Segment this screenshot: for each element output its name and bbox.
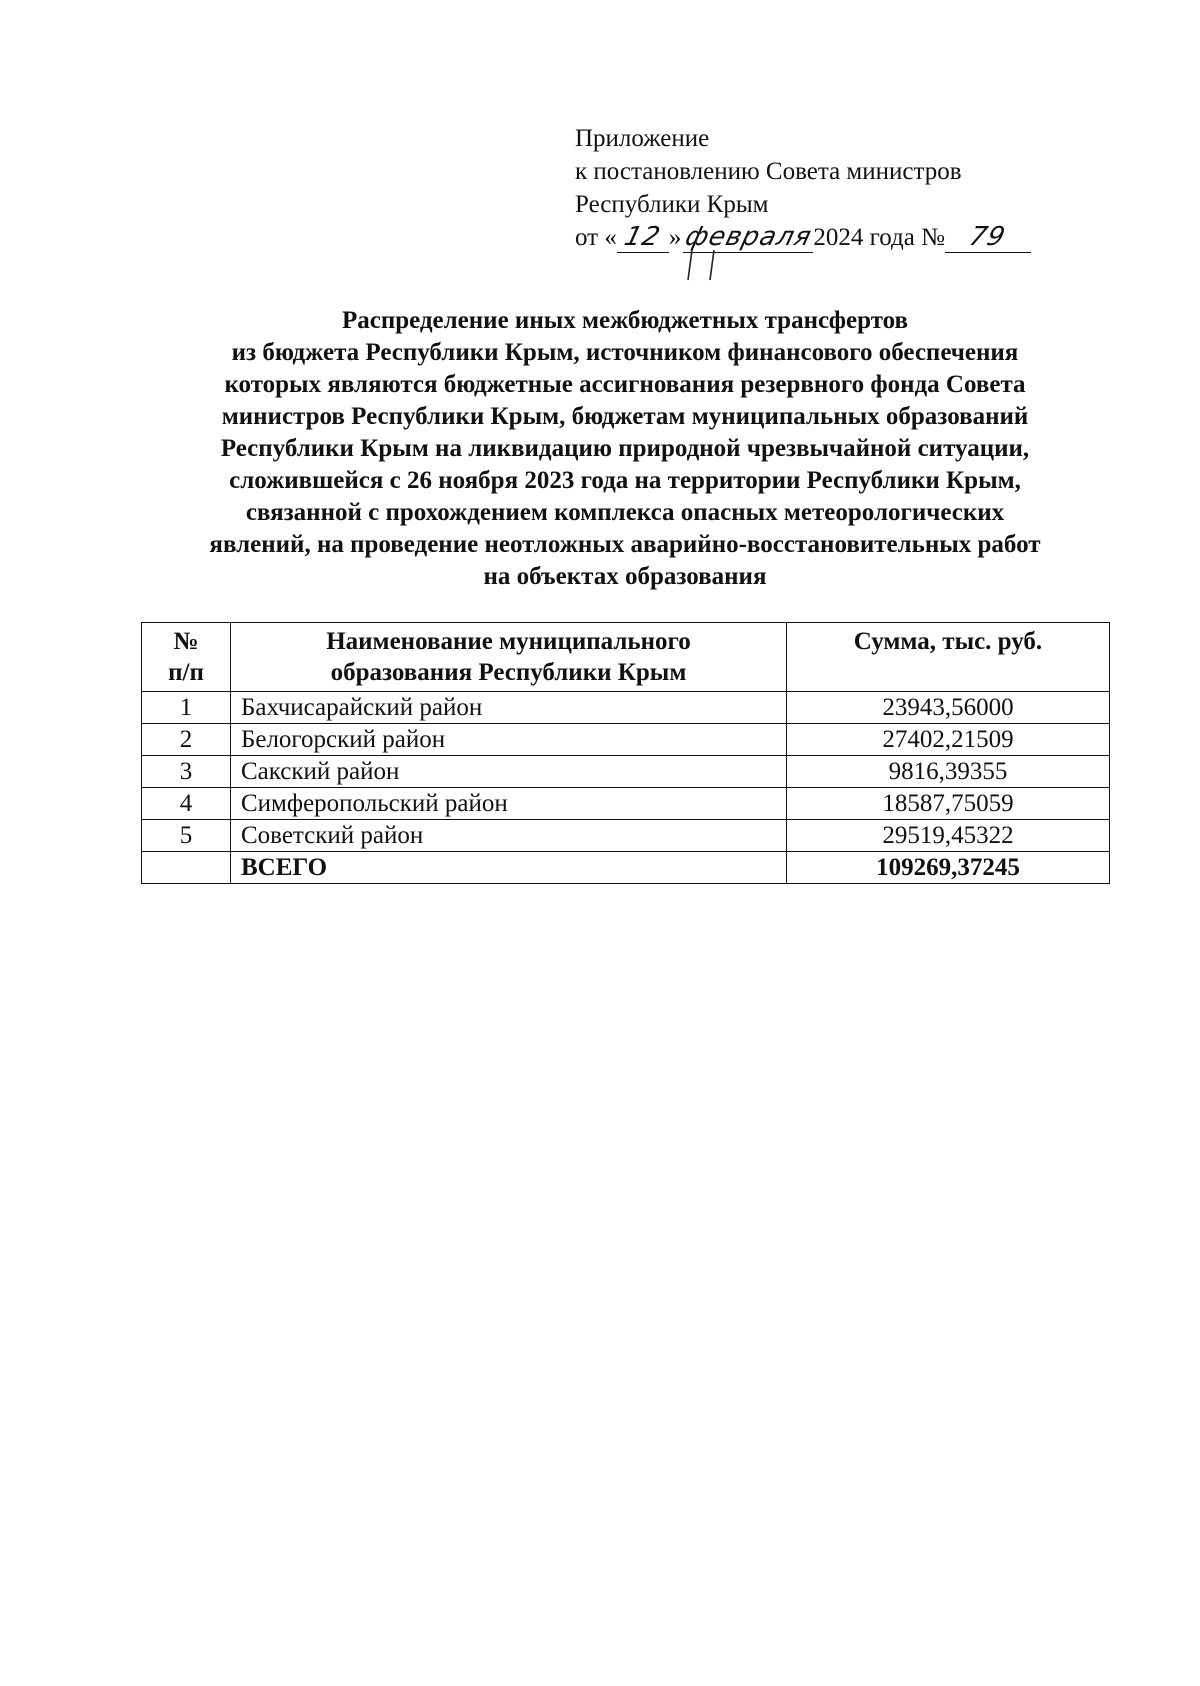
- decree-number-field: [945, 223, 1031, 253]
- date-prefix: от «: [575, 224, 617, 251]
- table-row: [142, 724, 1110, 756]
- appendix-date-line: [575, 221, 1095, 254]
- table-row: [142, 820, 1110, 852]
- date-day-field: [617, 223, 669, 253]
- row-sum: 23943,56000: [787, 692, 1110, 724]
- date-month-handwritten: февраля: [681, 222, 815, 252]
- total-sum: 109269,37245: [787, 852, 1110, 884]
- title-line: Распределение иных межбюджетных трансфертов: [341, 307, 909, 334]
- row-name: Бахчисарайский район: [231, 692, 787, 724]
- header-num-line1: №: [173, 628, 199, 655]
- title-line: которых являются бюджетные ассигнования резервного фонда Совета: [224, 371, 1026, 398]
- appendix-republic-line: Республики Крым: [575, 191, 769, 218]
- row-num: 4: [142, 788, 231, 820]
- table-row: [142, 788, 1110, 820]
- title-line: Республики Крым на ликвидацию природной чрезвычайной ситуации,: [220, 435, 1030, 462]
- title-line: на объектах образования: [483, 563, 767, 590]
- appendix-decree-line: к постановлению Совета министров: [575, 158, 962, 185]
- row-name: Советский район: [231, 820, 787, 852]
- total-num-empty: [142, 852, 231, 884]
- table-header-row: [142, 623, 1110, 692]
- decree-number-handwritten: 79: [966, 222, 1010, 252]
- table-total-row: [142, 852, 1110, 884]
- header-num: [142, 623, 231, 692]
- header-name-line2: образования Республики Крым: [330, 659, 687, 686]
- appendix-header: [575, 122, 1095, 254]
- date-quote-close: »: [668, 224, 682, 251]
- row-name: Белогорский район: [231, 724, 787, 756]
- row-name: Сакский район: [231, 756, 787, 788]
- header-name-line1: Наименование муниципального: [326, 628, 691, 655]
- date-day-handwritten: 12: [621, 222, 665, 252]
- table-row: [142, 692, 1110, 724]
- allocation-table: [141, 622, 1110, 884]
- appendix-label: Приложение: [575, 125, 710, 152]
- row-num: 1: [142, 692, 231, 724]
- title-line: явлений, на проведение неотложных аварийно-восстановительных работ: [209, 531, 1041, 558]
- title-line: министров Республики Крым, бюджетам муниципальных образований: [221, 403, 1029, 430]
- header-sum: Сумма, тыс. руб.: [787, 623, 1110, 692]
- total-label: ВСЕГО: [231, 852, 787, 884]
- row-sum: 18587,75059: [787, 788, 1110, 820]
- row-sum: 9816,39355: [787, 756, 1110, 788]
- header-num-line2: п/п: [168, 659, 204, 686]
- row-num: 5: [142, 820, 231, 852]
- document-title: [130, 305, 1120, 593]
- title-line: из бюджета Республики Крым, источником финансового обеспечения: [231, 339, 1019, 366]
- row-name: Симферопольский район: [231, 788, 787, 820]
- title-line: связанной с прохождением комплекса опасных метеорологических: [245, 499, 1005, 526]
- date-year-text: 2024 года №: [813, 224, 945, 251]
- table-row: [142, 756, 1110, 788]
- title-line: сложившейся с 26 ноября 2023 года на территории Республики Крым,: [229, 467, 1021, 494]
- handwritten-strokes-icon: [680, 248, 730, 282]
- row-num: 2: [142, 724, 231, 756]
- row-sum: 27402,21509: [787, 724, 1110, 756]
- row-sum: 29519,45322: [787, 820, 1110, 852]
- row-num: 3: [142, 756, 231, 788]
- header-name: [231, 623, 787, 692]
